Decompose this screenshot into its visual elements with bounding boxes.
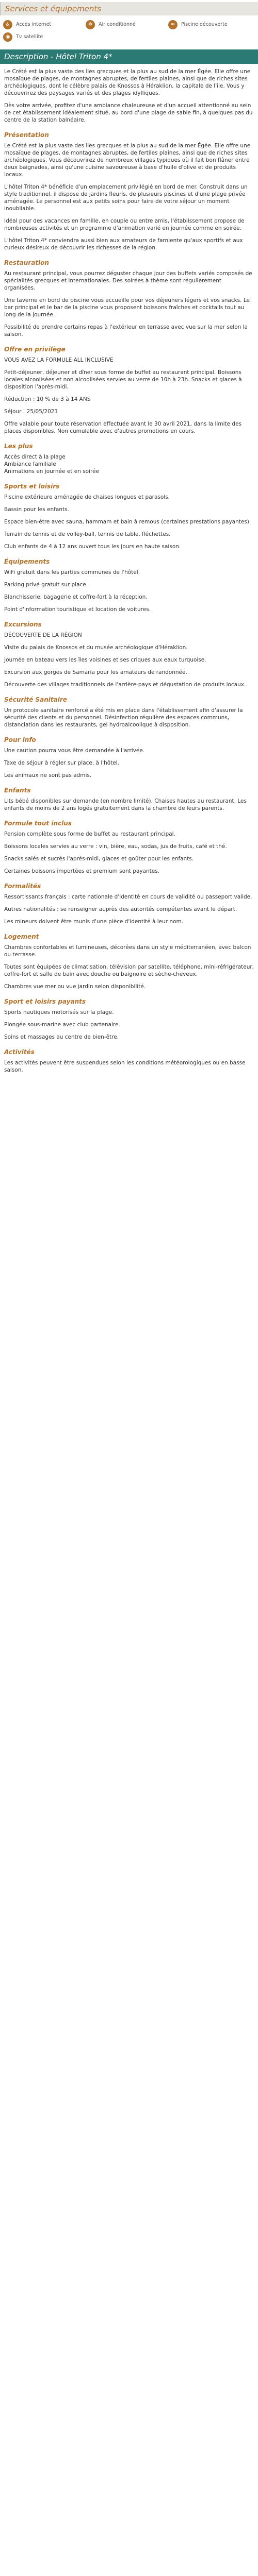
paragraph: Chambres confortables et lumineuses, décorées dans un style méditerranéen, avec balcon ou terrasse. [4, 944, 251, 958]
description-block [4, 736, 254, 779]
accessible-icon: ♿ [3, 20, 12, 29]
paragraph: Idéal pour des vacances en famille, en couple ou entre amis, l'établissement propose de nombreuses activités et un programme d'animation varié en journée comme en soirée. [4, 218, 245, 231]
paragraph: Une caution pourra vous être demandée à l'arrivée. [4, 748, 145, 754]
service-item [168, 19, 251, 31]
description-block [4, 882, 254, 925]
section-title: Formule tout inclus [4, 820, 72, 827]
description-block [4, 786, 254, 812]
paragraph: Toutes sont équipées de climatisation, télévision par satellite, téléphone, mini-réfrigérateur, coffre-fort et salle de bain avec douche ou baignoire et sèche-cheveux. [4, 964, 254, 977]
paragraph: DÉCOUVERTE DE LA RÉGION [4, 632, 82, 638]
wifi-icon: ◉ [3, 32, 12, 42]
bullet-list [4, 453, 254, 475]
service-label: Tv satellite [16, 34, 43, 40]
section-title: Logement [4, 933, 39, 940]
paragraph: Espace bien-être avec sauna, hammam et bain à remous (certaines prestations payantes). [4, 519, 251, 525]
description-block [4, 131, 254, 251]
paragraph: Point d'information touristique et location de voitures. [4, 606, 151, 613]
paragraph: Le Crété est la plus vaste des îles grecques et la plus au sud de la mer Égée. Elle offre une mosaïque de plages, de montagnes abruptes, de fertiles plaines, ainsi que de riches sites archéologiques. Vous découvrirez de nombreux villages typiques où il fait bon flâner entre deux baignades, ainsi qu'une cuisine savoureuse à base d'huile d'olive et de produits locaux. [4, 143, 251, 178]
section-title: Sport et loisirs payants [4, 998, 86, 1005]
services-title: Services et équipements [5, 4, 102, 13]
service-label: Piscine découverte [181, 22, 228, 27]
paragraph: Terrain de tennis et de volley-ball, tennis de table, fléchettes. [4, 531, 171, 537]
paragraph: Ressortissants français : carte nationale d'identité en cours de validité ou passeport valide. [4, 894, 252, 900]
paragraph: Bassin pour les enfants. [4, 506, 69, 513]
paragraph: Petit-déjeuner, déjeuner et dîner sous forme de buffet au restaurant principal. Boissons locales alcoolisées et non alcoolisées servies au verre de 10h à 23h. Snacks et glaces à disposition l'après-midi. [4, 369, 242, 390]
list-item: Animations en journée et en soirée [4, 468, 100, 474]
section-title: Restauration [4, 259, 49, 266]
section-title: Activités [4, 1048, 35, 1056]
paragraph: Au restaurant principal, vous pourrez déguster chaque jour des buffets variés composés de spécialités grecques et internationales. Des soirées à thème sont régulièrement organisées. [4, 270, 252, 291]
description-block [4, 997, 254, 1041]
paragraph: Offre valable pour toute réservation effectuée avant le 30 avril 2021, dans la limite des places disponibles. Non cumulable avec d'autres promotions en cours. [4, 421, 242, 434]
description-block [4, 68, 254, 124]
paragraph: Visite du palais de Knossos et du musée archéologique d'Héraklion. [4, 645, 188, 651]
service-item [3, 31, 86, 43]
paragraph: Lits bébé disponibles sur demande (en nombre limité). Chaises hautes au restaurant. Les enfants de moins de 2 ans logés gratuitement dans la chambre de leurs parents. [4, 798, 247, 811]
paragraph: WiFi gratuit dans les parties communes de l'hôtel. [4, 569, 140, 575]
description-block [4, 557, 254, 613]
paragraph: Journée en bateau vers les îles voisines et ses criques aux eaux turquoise. [4, 657, 206, 663]
description-title: Description - Hôtel Triton 4* [4, 52, 112, 61]
services-section [0, 2, 258, 49]
services-grid [0, 15, 258, 49]
list-item: Ambiance familiale [4, 461, 56, 467]
paragraph: Découverte des villages traditionnels de l'arrière-pays et dégustation de produits locaux. [4, 682, 246, 688]
section-title: Offre en privilège [4, 346, 66, 353]
paragraph: L'hôtel Triton 4* bénéficie d'un emplacement privilégié en bord de mer. Construit dans un style traditionnel, il dispose de jardins fleuris, de plusieurs piscines et d'une plage privée aménagée. Le personnel est aux petits soins pour faire de votre séjour un moment inoubliable. [4, 184, 248, 212]
paragraph: Parking privé gratuit sur place. [4, 582, 88, 588]
description-content [0, 68, 258, 1074]
paragraph: Les mineurs doivent être munis d'une pièce d'identité à leur nom. [4, 919, 184, 925]
paragraph: Boissons locales servies au verre : vin, bière, eau, sodas, jus de fruits, café et thé. [4, 843, 227, 850]
section-title: Sécurité Sanitaire [4, 696, 67, 703]
service-label: Air conditionné [99, 22, 136, 27]
paragraph: Taxe de séjour à régler sur place, à l'hôtel. [4, 760, 120, 766]
paragraph: L'hôtel Triton 4* conviendra aussi bien aux amateurs de farniente qu'aux sportifs et aux curieux désireux de découvrir les richesses de la région. [4, 238, 243, 251]
service-item [3, 19, 86, 31]
paragraph: Un protocole sanitaire renforcé a été mis en place dans l'établissement afin d'assurer la sécurité des clients et du personnel. Désinfection régulière des espaces communs, distanciation dans les restaurants, gel hydroalcoolique à disposition. [4, 707, 243, 728]
snowflake-icon: ❄ [86, 20, 95, 29]
section-title: Présentation [4, 131, 49, 139]
service-item [86, 19, 168, 31]
paragraph: Pension complète sous forme de buffet au restaurant principal. [4, 831, 175, 837]
paragraph: Réduction : 10 % de 3 à 14 ANS [4, 396, 91, 402]
description-section [0, 49, 258, 1074]
section-title: Enfants [4, 787, 31, 794]
list-item: Accès direct à la plage [4, 454, 66, 460]
section-title: Formalités [4, 883, 41, 890]
paragraph: Dès votre arrivée, profitez d'une ambiance chaleureuse et d'un accueil attentionné au sein de cet établissement idéalement situé, au bord d'une plage de sable fin, à quelques pas du centre de la station balnéaire. [4, 103, 253, 123]
services-header [0, 2, 258, 15]
paragraph: Chambres vue mer ou vue jardin selon disponibilité. [4, 984, 146, 990]
description-block [4, 819, 254, 875]
description-block [4, 620, 254, 688]
paragraph: Club enfants de 4 à 12 ans ouvert tous les jours en haute saison. [4, 544, 181, 550]
paragraph: Les activités peuvent être suspendues selon les conditions météorologiques ou en basse saison. [4, 1060, 246, 1073]
paragraph: Snacks salés et sucrés l'après-midi, glaces et goûter pour les enfants. [4, 856, 194, 862]
section-title: Équipements [4, 558, 50, 565]
section-title: Sports et loisirs [4, 483, 60, 490]
description-block [4, 259, 254, 338]
description-block [4, 482, 254, 550]
paragraph: Blanchisserie, bagagerie et coffre-fort à la réception. [4, 594, 148, 600]
paragraph: Possibilité de prendre certains repas à l'extérieur en terrasse avec vue sur la mer selon la saison. [4, 324, 248, 337]
paragraph: Sports nautiques motorisés sur la plage. [4, 1009, 114, 1015]
paragraph: Certaines boissons importées et premium sont payantes. [4, 868, 160, 874]
description-block [4, 933, 254, 990]
paragraph: Autres nationalités : se renseigner auprès des autorités compétentes avant le départ. [4, 906, 237, 912]
pool-icon: ≈ [168, 20, 178, 29]
description-block [4, 345, 254, 435]
section-title: Les plus [4, 443, 33, 450]
paragraph: Piscine extérieure aménagée de chaises longues et parasols. [4, 494, 170, 500]
service-label: Accès internet [16, 22, 52, 27]
description-header [0, 49, 258, 64]
paragraph: Plongée sous-marine avec club partenaire. [4, 1022, 120, 1028]
description-block [4, 442, 254, 475]
description-block [4, 696, 254, 728]
section-title: Pour info [4, 736, 36, 743]
paragraph: Excursion aux gorges de Samaria pour les amateurs de randonnée. [4, 669, 187, 675]
paragraph: Séjour : 25/05/2021 [4, 409, 58, 415]
paragraph: VOUS AVEZ LA FORMULE ALL INCLUSIVE [4, 357, 114, 363]
paragraph: Soins et massages au centre de bien-être. [4, 1034, 119, 1040]
paragraph: Le Crété est la plus vaste des îles grecques et la plus au sud de la mer Égée. Elle offre une mosaïque de plages, de montagnes abruptes, de fertiles plaines, ainsi que de riches sites archéologiques, dont le célèbre palais de Knossos à Héraklion, la capitale de l'île. Vous y découvrirez des paysages variés et des plages idylliques. [4, 69, 251, 96]
paragraph: Une taverne en bord de piscine vous accueille pour vos déjeuners légers et vos snacks. Le bar principal et le bar de la piscine vous proposent boissons fraîches et cocktails tout au long de la journée. [4, 297, 250, 318]
paragraph: Les animaux ne sont pas admis. [4, 772, 92, 778]
section-title: Excursions [4, 621, 42, 628]
description-block [4, 1048, 254, 1074]
